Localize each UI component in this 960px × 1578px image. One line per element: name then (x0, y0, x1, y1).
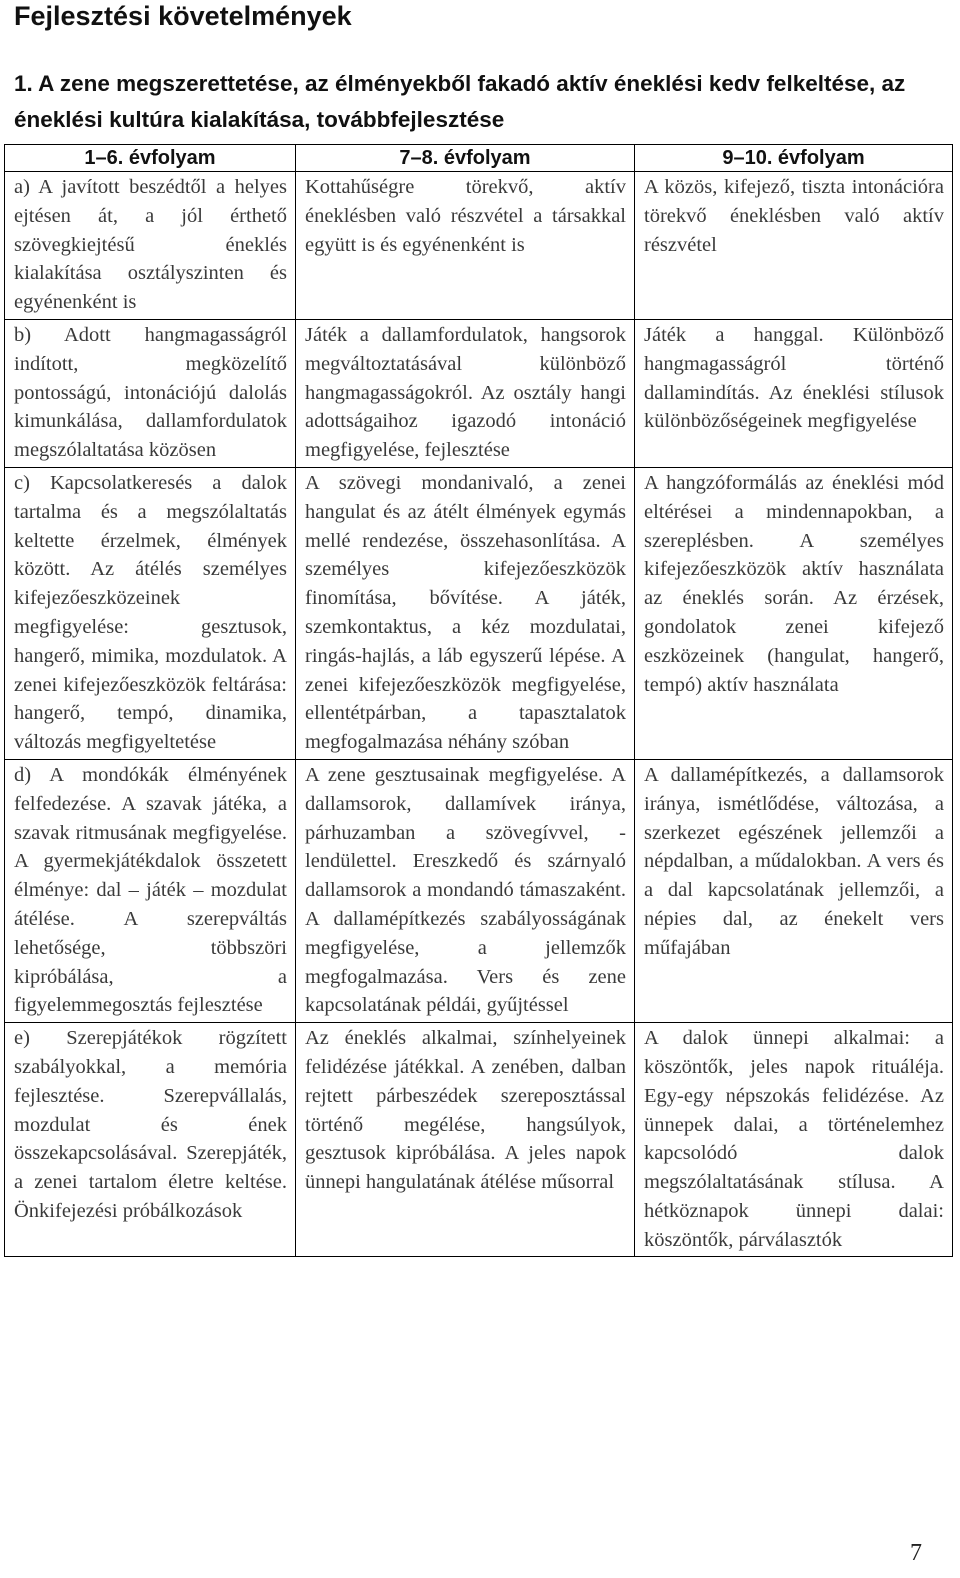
table-header-row (5, 145, 953, 172)
table-cell: Az éneklés alkalmai, színhelyeinek felidézése játékkal. A zenében, dalban rejtett párbeszédek szereposztással történő megélése, hangsúlyok, gesztusok kipróbálása. A jeles napok ünnepi hangulatának átélése műsorral (296, 1023, 635, 1257)
table-cell: e) Szerepjátékok rögzített szabályokkal, a memória fejlesztése. Szerepvállalás, mozdulat és ének összekapcsolásával. Szerepjáték, a zenei tartalom életre keltése. Önkifejezési próbálkozások (5, 1023, 296, 1257)
table-cell: b) Adott hangmagasságról indított, megközelítő pontosságú, intonációjú dalolás kimunkálása, dallamfordulatok megszólaltatása közösen (5, 319, 296, 467)
table-cell: c) Kapcsolatkeresés a dalok tartalma és a megszólaltatás keltette érzelmek, élmények között. Az átélés személyes kifejezőeszközeinek megfigyelése: gesztusok, hangerő, mimika, mozdulatok. A zenei kifejezőeszközök feltárása: hangerő, tempó, dinamika, változás megfigyeltetése (5, 467, 296, 759)
table-row (5, 1023, 953, 1257)
table-row (5, 759, 953, 1022)
page-title: Fejlesztési követelmények (14, 1, 352, 31)
header-grade-7-8: 7–8. évfolyam (296, 145, 635, 172)
table-cell: Játék a dallamfordulatok, hangsorok megváltoztatásával különböző hangmagasságokról. Az osztály hangi adottságaihoz igazodó intonáció megfigyelése, fejlesztése (296, 319, 635, 467)
table-cell: Kottahűségre törekvő, aktív éneklésben való részvétel a társakkal együtt is és egyénenként is (296, 172, 635, 320)
requirements-table (4, 144, 953, 1257)
table-cell: A szövegi mondanivaló, a zenei hangulat és az átélt élmények egymás mellé rendezése, összehasonlítása. A személyes kifejezőeszközök finomítása, bővítése. A játék, szemkontaktus, a kéz mozdulatai, ringás-hajlás, a láb egyszerű lépése. A zenei kifejezőeszközök megfigyelése, ellentétpárban, a tapasztalatok megfogalmazása néhány szóban (296, 467, 635, 759)
page-number: 7 (910, 1540, 922, 1566)
table-cell: a) A javított beszédtől a helyes ejtésen át, a jól érthető szövegkiejtésű éneklés kialakítása osztályszinten és egyénenként is (5, 172, 296, 320)
header-grade-1-6: 1–6. évfolyam (5, 145, 296, 172)
table-cell: A hangzóformálás az éneklési mód eltérései a mindennapokban, a szereplésben. A személyes kifejezőeszközök aktív használata az éneklés során. Az érzések, gondolatok zenei kifejező eszközeinek (hangulat, hangerő, tempó) aktív használata (635, 467, 953, 759)
table-cell: A közös, kifejező, tiszta intonációra törekvő éneklésben való aktív részvétel (635, 172, 953, 320)
table-row (5, 467, 953, 759)
table-cell: A dalok ünnepi alkalmai: a köszöntők, jeles napok rituáléja. Egy-egy népszokás felidézése. Az ünnepek dalai, a történelemhez kapcsolódó dalok megszólaltatásának stílusa. A hétköznapok ünnepi dalai: köszöntők, párválasztók (635, 1023, 953, 1257)
table-cell: d) A mondókák élményének felfedezése. A szavak játéka, a szavak ritmusának megfigyelése. A gyermekjátékdalok összetett élménye: dal – játék – mozdulat átélése. A szerepváltás lehetősége, többszöri kipróbálása, a figyelemmegosztás fejlesztése (5, 759, 296, 1022)
table-cell: A dallamépítkezés, a dallamsorok iránya, ismétlődése, változása, a szerkezet egészének jellemzői a népdalban, a műdalokban. A vers és a dal kapcsolatának jellemzői, a népies dal, az énekelt vers műfajában (635, 759, 953, 1022)
section-heading: 1. A zene megszerettetése, az élményekből fakadó aktív éneklési kedv felkeltése, az éneklési kultúra kialakítása, továbbfejlesztése (14, 71, 906, 132)
table-cell: Játék a hanggal. Különböző hangmagasságról történő dallamindítás. Az éneklési stílusok különbözőségeinek megfigyelése (635, 319, 953, 467)
table-row (5, 172, 953, 320)
header-grade-9-10: 9–10. évfolyam (635, 145, 953, 172)
table-cell: A zene gesztusainak megfigyelése. A dallamsorok, dallamívek iránya, párhuzamban a szövegívvel, -lendülettel. Ereszkedő és szárnyaló dallamsorok a mondandó támaszaként. A dallamépítkezés szabályosságának megfigyelése, a jellemzők megfogalmazása. Vers és zene kapcsolatának példái, gyűjtéssel (296, 759, 635, 1022)
table-row (5, 319, 953, 467)
